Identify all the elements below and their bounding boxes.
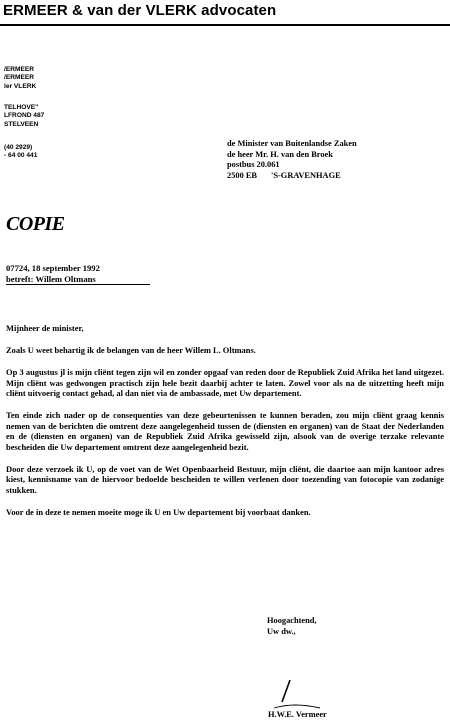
sidebar-address-line: LFROND 487 xyxy=(4,112,45,120)
sidebar-name: /ERMEER xyxy=(4,66,35,73)
signatory-name: H.W.E. Vermeer xyxy=(268,710,327,719)
recipient-address xyxy=(227,139,357,181)
letter-body xyxy=(6,323,444,529)
recipient-postcode: 2500 EB xyxy=(227,170,258,180)
sidebar-name: /ERMEER xyxy=(4,74,35,82)
sidebar-names xyxy=(4,66,36,91)
closing-sub: Uw dw., xyxy=(267,627,296,636)
salutation: Mijnheer de minister, xyxy=(6,323,84,333)
paragraph: Door deze verzoek ik U, op de voet van de Wet Openbaarheid Bestuur, mijn cliënt, die daartoe aan mijn kantoor adres kiest, kennisname van de hiervoor bedoelde bescheiden te willen verlenen door toezending van fotocopie van zodanige stukken. xyxy=(6,463,444,495)
reference-date: 07724, 18 september 1992 xyxy=(6,263,100,273)
reference-subject: betreft: Willem Oltmans xyxy=(6,274,150,285)
paragraph: Zoals U weet behartig ik de belangen van de heer Willem L. Oltmans. xyxy=(6,345,256,355)
recipient-line: de heer Mr. H. van den Broek xyxy=(227,149,333,159)
paragraph: Voor de in deze te nemen moeite moge ik U en Uw departement bij voorbaat danken. xyxy=(6,506,311,517)
recipient-line: postbus 20.061 xyxy=(227,160,280,170)
sidebar-phone-line: (40 2929) xyxy=(4,144,33,151)
reference-block xyxy=(6,263,150,284)
copie-stamp: COPIE xyxy=(6,213,65,235)
closing-block xyxy=(267,615,317,637)
letterhead-rule xyxy=(0,24,450,26)
sidebar-address xyxy=(4,104,44,129)
recipient-city: 'S-GRAVENHAGE xyxy=(271,170,341,180)
paragraph: Op 3 augustus jl is mijn cliënt tegen zijn wil en zonder opgaaf van reden door de Republiek Zuid Afrika het land uitgezet. Mijn cliënt was gedwongen practisch zijn hele bezit daarbij achter te laten. Zowel voor als na de uitzetting heeft mijn cliënt uitvoerig contact gehad, al dan niet via de ambassade, met Uw departement. xyxy=(6,367,444,398)
sidebar-name: ler VLERK xyxy=(4,82,37,90)
firm-name: ERMEER & van der VLERK advocaten xyxy=(3,2,277,19)
sidebar-address-line: TELHOVE" xyxy=(4,104,39,111)
signature-mark xyxy=(268,678,328,712)
sidebar-address-line: STELVEEN xyxy=(4,120,39,128)
closing-text: Hoogachtend, xyxy=(267,616,317,625)
sidebar-phone-line: - 64 00 441 xyxy=(4,152,38,160)
sidebar-phone xyxy=(4,144,37,161)
recipient-line: de Minister van Buitenlandse Zaken xyxy=(227,139,357,148)
paragraph: Ten einde zich nader op de consequenties van deze gebeurtenissen te kunnen beraden, zou mijn cliënt graag kennis nemen van de berichten die omtrent deze aangelegenheid tussen de (diensten en organen) van de Staat der Nederlanden en de (diensten en organen) van de Republiek Zuid Afrika gewisseld zijn, alsook van de overige terzake relevante bescheiden die Uw departement omtrent deze aangelegenheid bezit. xyxy=(6,410,444,452)
